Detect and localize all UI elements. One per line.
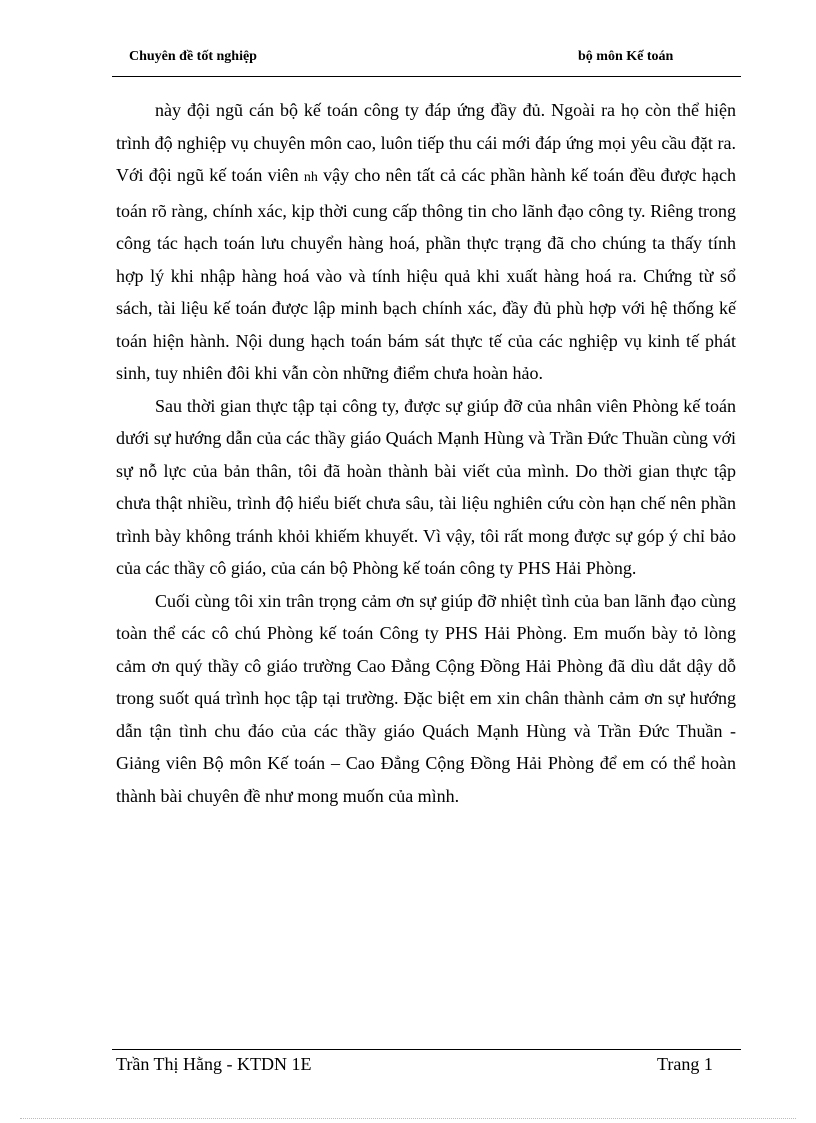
page-bottom-edge xyxy=(20,1118,796,1119)
footer-author: Trần Thị Hằng - KTDN 1E xyxy=(116,1054,312,1074)
header-document-type: Chuyên đề tốt nghiệp xyxy=(129,49,257,64)
page-header xyxy=(112,49,741,71)
header-divider xyxy=(112,76,741,77)
page-number: Trang 1 xyxy=(657,1054,713,1074)
paragraph-1-small-fragment: nh xyxy=(303,170,318,185)
paragraph-1-part-b: vậy cho nên tất cả các phần hành kế toán đều được hạch toán rõ ràng, chính xác, kịp thời cung cấp thông tin cho lãnh đạo công ty. Riêng trong công tác hạch toán lưu chuyển hàng hoá, phần thực trạng đã cho chúng ta thấy tính hợp lý khi nhập hàng hoá vào và tính hiệu quả khi xuất hàng hoá ra. Chứng từ sổ sách, tài liệu kế toán được lập minh bạch chính xác, đầy đủ phù hợp với hệ thống kế toán hiện hành. Nội dung hạch toán bám sát thực tế của các nghiệp vụ kinh tế phát sinh, tuy nhiên đôi khi vẫn còn những điểm chưa hoàn hảo. xyxy=(116,165,736,383)
paragraph-1 xyxy=(116,94,736,390)
paragraph-3: Cuối cùng tôi xin trân trọng cảm ơn sự giúp đỡ nhiệt tình của ban lãnh đạo cùng toàn thể các cô chú Phòng kế toán Công ty PHS Hải Phòng. Em muốn bày tỏ lòng cảm ơn quý thầy cô giáo trường Cao Đẳng Cộng Đồng Hải Phòng đã dìu dắt dậy dỗ trong suốt quá trình học tập tại trường. Đặc biệt em xin chân thành cảm ơn sự hướng dẫn tận tình chu đáo của các thầy giáo Quách Mạnh Hùng và Trần Đức Thuần - Giảng viên Bộ môn Kế toán – Cao Đẳng Cộng Đồng Hải Phòng để em có thể hoàn thành bài chuyên đề như mong muốn của mình. xyxy=(116,590,736,806)
paragraph-1-part-a: này đội ngũ cán bộ kế toán công ty đáp ứng đầy đủ. Ngoài ra họ còn thể hiện trình độ nghiệp vụ chuyên môn cao, luôn tiếp thu cái mới đáp ứng mọi yêu cầu đặt ra. Với đội ngũ kế toán viên xyxy=(116,100,736,185)
paragraph-2: Sau thời gian thực tập tại công ty, được sự giúp đỡ của nhân viên Phòng kế toán dưới sự hướng dẫn của các thầy giáo Quách Mạnh Hùng và Trần Đức Thuần cùng với sự nỗ lực của bản thân, tôi đã hoàn thành bài viết của mình. Do thời gian thực tập chưa thật nhiều, trình độ hiểu biết chưa sâu, tài liệu nghiên cứu còn hạn chế nên phần trình bày không tránh khỏi khiếm khuyết. Vì vậy, tôi rất mong được sự góp ý chỉ bảo của các thầy cô giáo, của cán bộ Phòng kế toán công ty PHS Hải Phòng. xyxy=(116,395,736,578)
document-body xyxy=(116,94,736,812)
header-department: bộ môn Kế toán xyxy=(578,49,674,64)
footer-divider xyxy=(112,1049,741,1050)
